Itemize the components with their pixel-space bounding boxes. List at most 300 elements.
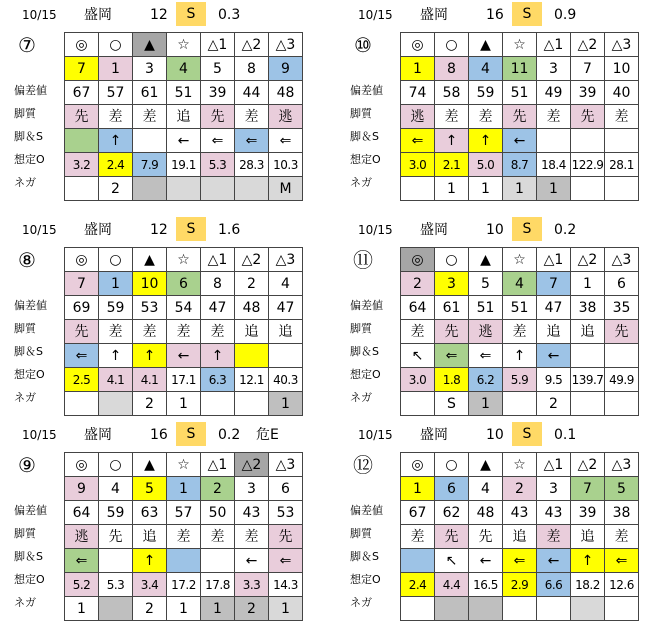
horse-number-cell: 7	[65, 272, 99, 296]
ls-row	[401, 129, 639, 153]
race-number: ⑨	[18, 453, 36, 477]
horse-number-cell: 7	[65, 57, 99, 81]
deviation-cell: 61	[133, 81, 167, 105]
negative-cell: 1	[503, 177, 537, 201]
leg-speed-cell: ⇐	[269, 549, 303, 573]
nums-row	[65, 477, 303, 501]
odds-cell: 7.9	[133, 153, 167, 177]
horse-number-cell: 5	[605, 477, 639, 501]
row-label: ネガ	[350, 391, 372, 404]
field-size: 10	[486, 222, 504, 238]
row-label: 想定O	[350, 153, 381, 166]
odds-cell: 3.3	[235, 573, 269, 597]
leg-speed-cell: ⇐	[65, 549, 99, 573]
negative-cell: 1	[435, 177, 469, 201]
row-label: 脚質	[350, 107, 372, 120]
negative-cell	[571, 392, 605, 416]
running-style-cell: 先	[503, 105, 537, 129]
negative-cell: 1	[167, 392, 201, 416]
leg-speed-cell: ←	[235, 549, 269, 573]
row-label: 想定O	[350, 368, 381, 381]
running-style-cell: 逃	[469, 320, 503, 344]
leg-speed-cell: ↑	[571, 549, 605, 573]
race-panel	[0, 0, 330, 210]
horse-number-cell: 6	[167, 272, 201, 296]
odds-cell: 49.9	[605, 368, 639, 392]
race-venue: 盛岡	[420, 222, 448, 238]
negative-cell	[99, 597, 133, 621]
index-value: 1.6	[218, 222, 241, 238]
running-style-cell: 逃	[65, 525, 99, 549]
deviation-cell: 74	[401, 81, 435, 105]
horse-number-cell: 6	[435, 477, 469, 501]
index-value: 0.3	[218, 7, 241, 23]
mark-cell: △1	[537, 453, 571, 477]
race-header	[336, 0, 666, 30]
negative-cell: 2	[133, 597, 167, 621]
mark-cell: △2	[571, 248, 605, 272]
negative-cell: 1	[269, 392, 303, 416]
horse-number-cell: 7	[537, 272, 571, 296]
nums-row	[401, 272, 639, 296]
race-header	[0, 420, 330, 450]
ls-row	[401, 344, 639, 368]
negative-cell	[503, 597, 537, 621]
deviation-cell: 38	[571, 296, 605, 320]
horse-number-cell: 2	[201, 477, 235, 501]
style-row	[65, 105, 303, 129]
odds-cell: 17.2	[167, 573, 201, 597]
field-size: 12	[150, 7, 168, 23]
row-labels	[346, 56, 402, 194]
horse-number-cell: 1	[571, 272, 605, 296]
race-number: ⑩	[354, 33, 372, 57]
row-label: 想定O	[350, 573, 381, 586]
race-header	[336, 215, 666, 245]
horse-number-cell: 3	[537, 57, 571, 81]
running-style-cell: 先	[99, 525, 133, 549]
horse-number-cell: 9	[65, 477, 99, 501]
negative-cell	[401, 597, 435, 621]
running-style-cell: 差	[469, 105, 503, 129]
mark-cell: ◎	[65, 33, 99, 57]
running-style-cell: 差	[201, 525, 235, 549]
race-panel	[0, 420, 330, 630]
alert-label: 危E	[256, 427, 279, 443]
leg-speed-cell: ⇐	[605, 549, 639, 573]
deviation-cell: 51	[503, 81, 537, 105]
row-label: 脚質	[14, 322, 36, 335]
odds-cell: 8.7	[503, 153, 537, 177]
deviation-cell: 67	[401, 501, 435, 525]
leg-speed-cell: ←	[469, 549, 503, 573]
horse-number-cell: 5	[469, 272, 503, 296]
odds-cell: 3.4	[133, 573, 167, 597]
horse-number-cell: 4	[503, 272, 537, 296]
leg-speed-cell: ←	[503, 129, 537, 153]
row-label: 偏差値	[350, 84, 383, 97]
horse-number-cell: 3	[435, 272, 469, 296]
row-label: 偏差値	[14, 84, 47, 97]
deviation-cell: 49	[537, 81, 571, 105]
negative-cell	[201, 177, 235, 201]
running-style-cell: 追	[503, 525, 537, 549]
leg-speed-cell: ↑	[99, 129, 133, 153]
race-date: 10/15	[22, 8, 57, 22]
leg-speed-cell: ↑	[503, 344, 537, 368]
odds-cell: 5.2	[65, 573, 99, 597]
negative-cell: 2	[537, 392, 571, 416]
running-style-cell: 追	[167, 105, 201, 129]
running-style-cell: 差	[401, 525, 435, 549]
negative-cell	[605, 177, 639, 201]
running-style-cell: 差	[605, 105, 639, 129]
mark-cell: △1	[201, 33, 235, 57]
horse-number-cell: 1	[99, 57, 133, 81]
mark-cell: ○	[435, 453, 469, 477]
negative-cell: 2	[99, 177, 133, 201]
leg-speed-cell	[235, 344, 269, 368]
leg-speed-cell: ←	[167, 344, 201, 368]
leg-speed-cell: ↑	[133, 344, 167, 368]
race-venue: 盛岡	[420, 7, 448, 23]
leg-speed-cell: ⇐	[269, 129, 303, 153]
leg-speed-cell	[269, 344, 303, 368]
deviation-cell: 47	[537, 296, 571, 320]
dev-row	[401, 81, 639, 105]
negative-cell: S	[435, 392, 469, 416]
field-size: 16	[486, 7, 504, 23]
negative-cell	[235, 177, 269, 201]
negative-cell: 1	[537, 177, 571, 201]
leg-speed-cell: ⇐	[503, 549, 537, 573]
horse-number-cell: 6	[269, 477, 303, 501]
negative-cell	[571, 597, 605, 621]
style-row	[65, 320, 303, 344]
mark-cell: △3	[269, 248, 303, 272]
odds-cell: 18.2	[571, 573, 605, 597]
odds-row	[65, 573, 303, 597]
race-date: 10/15	[358, 428, 393, 442]
row-label: 偏差値	[350, 299, 383, 312]
running-style-cell: 差	[201, 320, 235, 344]
odds-cell: 2.4	[401, 573, 435, 597]
deviation-cell: 59	[99, 501, 133, 525]
race-date: 10/15	[358, 8, 393, 22]
leg-speed-cell: ⇐	[235, 129, 269, 153]
horse-number-cell: 8	[201, 272, 235, 296]
deviation-cell: 40	[605, 81, 639, 105]
mark-cell: ○	[99, 33, 133, 57]
prediction-table	[64, 452, 303, 621]
odds-cell: 16.5	[469, 573, 503, 597]
deviation-cell: 63	[133, 501, 167, 525]
row-label-spacer	[346, 476, 402, 499]
leg-speed-cell: ⇐	[401, 129, 435, 153]
field-size: 10	[486, 427, 504, 443]
odds-cell: 6.6	[537, 573, 571, 597]
odds-cell: 40.3	[269, 368, 303, 392]
mark-cell: △2	[571, 33, 605, 57]
running-style-cell: 差	[537, 105, 571, 129]
leg-speed-cell: ↑	[99, 344, 133, 368]
row-labels	[10, 476, 66, 614]
dev-row	[65, 501, 303, 525]
race-number: ⑧	[18, 248, 36, 272]
track-condition-badge: S	[176, 2, 206, 26]
row-label: 偏差値	[14, 299, 47, 312]
negative-cell: 2	[133, 392, 167, 416]
leg-speed-cell: ↑	[201, 344, 235, 368]
horse-number-cell: 1	[401, 57, 435, 81]
row-label: 脚＆S	[350, 345, 379, 358]
odds-cell: 1.8	[435, 368, 469, 392]
mark-cell: △2	[235, 33, 269, 57]
odds-cell: 139.7	[571, 368, 605, 392]
mark-cell: △1	[201, 248, 235, 272]
prediction-table	[400, 32, 639, 201]
track-condition-badge: S	[176, 422, 206, 446]
leg-speed-cell: ←	[167, 129, 201, 153]
neg-row	[65, 392, 303, 416]
mark-cell: △2	[235, 453, 269, 477]
marks-row	[65, 248, 303, 272]
negative-cell	[469, 597, 503, 621]
leg-speed-cell: ↖	[401, 344, 435, 368]
row-labels	[346, 271, 402, 409]
horse-number-cell: 9	[269, 57, 303, 81]
leg-speed-cell: ⇐	[65, 344, 99, 368]
horse-number-cell: 3	[133, 57, 167, 81]
deviation-cell: 43	[503, 501, 537, 525]
horse-number-cell: 4	[269, 272, 303, 296]
leg-speed-cell: ↑	[469, 129, 503, 153]
running-style-cell: 差	[605, 525, 639, 549]
odds-row	[401, 153, 639, 177]
running-style-cell: 差	[167, 320, 201, 344]
deviation-cell: 61	[435, 296, 469, 320]
odds-cell: 2.9	[503, 573, 537, 597]
odds-cell: 4.4	[435, 573, 469, 597]
deviation-cell: 50	[201, 501, 235, 525]
track-condition-badge: S	[512, 217, 542, 241]
horse-number-cell: 8	[435, 57, 469, 81]
mark-cell: ▲	[469, 248, 503, 272]
leg-speed-cell	[571, 344, 605, 368]
row-label: 脚質	[14, 527, 36, 540]
deviation-cell: 35	[605, 296, 639, 320]
prediction-table	[400, 247, 639, 416]
marks-row	[65, 453, 303, 477]
race-venue: 盛岡	[84, 427, 112, 443]
ls-row	[65, 549, 303, 573]
marks-row	[401, 33, 639, 57]
mark-cell: ▲	[133, 33, 167, 57]
negative-cell	[537, 597, 571, 621]
mark-cell: ◎	[65, 248, 99, 272]
leg-speed-cell: ⇐	[201, 129, 235, 153]
deviation-cell: 43	[537, 501, 571, 525]
leg-speed-cell	[605, 344, 639, 368]
leg-speed-cell: ←	[537, 344, 571, 368]
negative-cell	[401, 392, 435, 416]
race-venue: 盛岡	[84, 222, 112, 238]
mark-cell: △3	[605, 33, 639, 57]
row-label: 偏差値	[350, 504, 383, 517]
negative-cell: 2	[235, 597, 269, 621]
mark-cell: ▲	[469, 453, 503, 477]
odds-cell: 18.4	[537, 153, 571, 177]
prediction-table	[64, 32, 303, 201]
deviation-cell: 64	[65, 501, 99, 525]
race-number: ⑪	[353, 248, 373, 272]
mark-cell: △2	[235, 248, 269, 272]
mark-cell: ☆	[167, 33, 201, 57]
leg-speed-cell	[605, 129, 639, 153]
leg-speed-cell	[133, 129, 167, 153]
running-style-cell: 先	[65, 320, 99, 344]
mark-cell: △1	[537, 33, 571, 57]
field-size: 12	[150, 222, 168, 238]
row-label: 脚質	[350, 527, 372, 540]
prediction-table	[400, 452, 639, 621]
mark-cell: ○	[99, 248, 133, 272]
mark-cell: ☆	[167, 453, 201, 477]
style-row	[401, 320, 639, 344]
odds-cell: 12.1	[235, 368, 269, 392]
running-style-cell: 先	[65, 105, 99, 129]
odds-cell: 3.0	[401, 153, 435, 177]
running-style-cell: 逃	[401, 105, 435, 129]
index-value: 0.2	[554, 222, 577, 238]
index-value: 0.1	[554, 427, 577, 443]
deviation-cell: 69	[65, 296, 99, 320]
row-label-spacer	[346, 56, 402, 79]
odds-cell: 4.1	[133, 368, 167, 392]
negative-cell	[201, 392, 235, 416]
running-style-cell: 差	[503, 320, 537, 344]
horse-number-cell: 4	[469, 477, 503, 501]
odds-cell: 14.3	[269, 573, 303, 597]
deviation-cell: 48	[235, 296, 269, 320]
negative-cell	[65, 177, 99, 201]
row-label: 脚＆S	[14, 345, 43, 358]
odds-cell: 5.3	[201, 153, 235, 177]
odds-cell: 12.6	[605, 573, 639, 597]
negative-cell	[435, 597, 469, 621]
negative-cell	[65, 392, 99, 416]
row-label: 想定O	[14, 573, 45, 586]
leg-speed-cell	[571, 129, 605, 153]
horse-number-cell: 2	[235, 272, 269, 296]
negative-cell	[235, 392, 269, 416]
odds-cell: 28.3	[235, 153, 269, 177]
horse-number-cell: 3	[235, 477, 269, 501]
style-row	[65, 525, 303, 549]
mark-cell: ○	[435, 33, 469, 57]
row-label: 脚＆S	[350, 130, 379, 143]
leg-speed-cell	[401, 549, 435, 573]
horse-number-cell: 2	[503, 477, 537, 501]
row-label: 想定O	[14, 368, 45, 381]
mark-cell: ☆	[503, 33, 537, 57]
horse-number-cell: 4	[469, 57, 503, 81]
odds-row	[401, 573, 639, 597]
mark-cell: △2	[571, 453, 605, 477]
running-style-cell: 追	[235, 320, 269, 344]
leg-speed-cell	[167, 549, 201, 573]
horse-number-cell: 8	[235, 57, 269, 81]
deviation-cell: 59	[469, 81, 503, 105]
row-label-spacer	[10, 56, 66, 79]
nums-row	[401, 477, 639, 501]
ls-row	[65, 344, 303, 368]
negative-cell	[167, 177, 201, 201]
negative-cell: 1	[469, 392, 503, 416]
dev-row	[65, 296, 303, 320]
negative-cell	[401, 177, 435, 201]
prediction-table	[64, 247, 303, 416]
dev-row	[65, 81, 303, 105]
deviation-cell: 53	[133, 296, 167, 320]
negative-cell	[605, 392, 639, 416]
mark-cell: ☆	[503, 453, 537, 477]
track-condition-badge: S	[512, 2, 542, 26]
race-date: 10/15	[22, 428, 57, 442]
dev-row	[401, 501, 639, 525]
mark-cell: △3	[269, 453, 303, 477]
horse-number-cell: 6	[605, 272, 639, 296]
leg-speed-cell: ↑	[435, 129, 469, 153]
deviation-cell: 51	[503, 296, 537, 320]
ls-row	[65, 129, 303, 153]
negative-cell	[503, 392, 537, 416]
neg-row	[65, 597, 303, 621]
leg-speed-cell: ⇐	[435, 344, 469, 368]
row-label: ネガ	[14, 596, 36, 609]
running-style-cell: 追	[571, 320, 605, 344]
running-style-cell: 先	[269, 525, 303, 549]
row-label: ネガ	[14, 391, 36, 404]
running-style-cell: 逃	[269, 105, 303, 129]
race-panel	[0, 215, 330, 425]
mark-cell: ◎	[401, 453, 435, 477]
race-date: 10/15	[358, 223, 393, 237]
odds-cell: 19.1	[167, 153, 201, 177]
race-venue: 盛岡	[420, 427, 448, 443]
deviation-cell: 53	[269, 501, 303, 525]
mark-cell: ◎	[401, 248, 435, 272]
horse-number-cell: 5	[201, 57, 235, 81]
horse-number-cell: 1	[167, 477, 201, 501]
neg-row	[401, 597, 639, 621]
mark-cell: ◎	[401, 33, 435, 57]
horse-number-cell: 7	[571, 57, 605, 81]
marks-row	[401, 453, 639, 477]
deviation-cell: 57	[167, 501, 201, 525]
running-style-cell: 先	[605, 320, 639, 344]
odds-cell: 5.0	[469, 153, 503, 177]
dev-row	[401, 296, 639, 320]
leg-speed-cell: ↖	[435, 549, 469, 573]
mark-cell: ○	[435, 248, 469, 272]
odds-cell: 3.2	[65, 153, 99, 177]
mark-cell: △1	[201, 453, 235, 477]
deviation-cell: 64	[401, 296, 435, 320]
race-header	[0, 215, 330, 245]
negative-cell	[99, 392, 133, 416]
mark-cell: △3	[605, 248, 639, 272]
